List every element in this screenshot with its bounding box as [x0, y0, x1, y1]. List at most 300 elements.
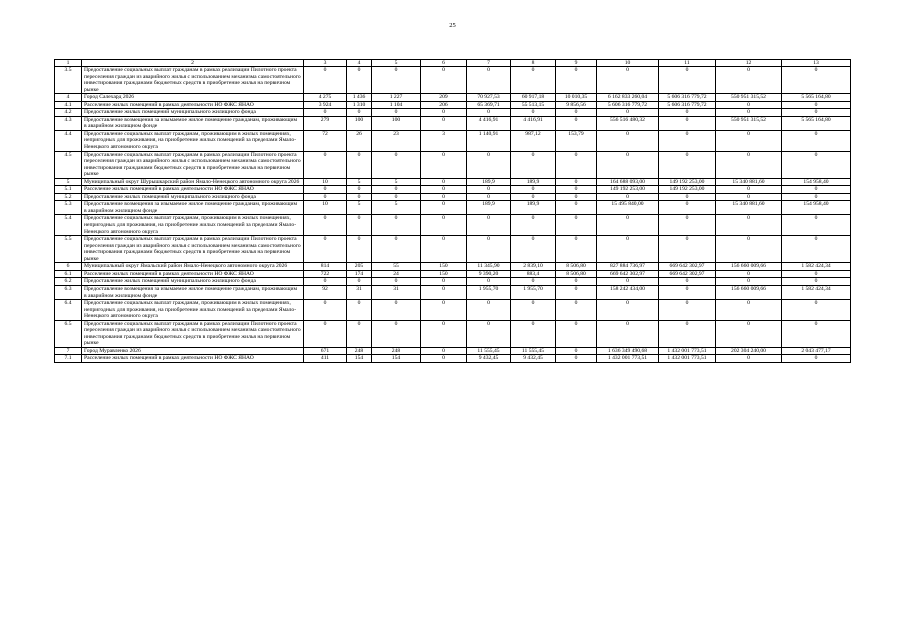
- value-cell: 189,9: [467, 178, 511, 186]
- value-cell: 0: [782, 193, 851, 201]
- row-number-cell: 5.1: [55, 186, 82, 194]
- value-cell: 0: [556, 116, 597, 130]
- value-cell: 0: [597, 67, 659, 94]
- value-cell: 883,4: [511, 270, 556, 278]
- table-row: [55, 178, 851, 186]
- value-cell: 0: [597, 109, 659, 117]
- column-number-6: 6: [421, 60, 467, 67]
- value-cell: 0: [659, 285, 716, 299]
- row-number-cell: 3.5: [55, 67, 82, 94]
- value-cell: 5: [372, 178, 421, 186]
- row-name-cell: Предоставление жилых помещений муниципального жилищного фонда: [82, 278, 304, 286]
- row-number-cell: 7.1: [55, 355, 82, 363]
- column-number-3: 3: [304, 60, 347, 67]
- value-cell: 0: [421, 285, 467, 299]
- value-cell: 0: [782, 67, 851, 94]
- value-cell: 0: [421, 320, 467, 347]
- value-cell: 153,79: [556, 130, 597, 151]
- row-name-cell: Город Муравленко 2026: [82, 347, 304, 355]
- column-number-13: 13: [782, 60, 851, 67]
- value-cell: 100: [347, 116, 372, 130]
- table-row: [55, 215, 851, 236]
- row-number-cell: 6.1: [55, 270, 82, 278]
- value-cell: 0: [304, 151, 347, 178]
- row-name-cell: Расселение жилых помещений в рамках деятельности НО ФЖС ЯНАО: [82, 355, 304, 363]
- value-cell: 0: [782, 278, 851, 286]
- value-cell: 31: [372, 285, 421, 299]
- value-cell: 411: [304, 355, 347, 363]
- value-cell: 0: [372, 151, 421, 178]
- value-cell: 154: [347, 355, 372, 363]
- value-cell: 0: [304, 186, 347, 194]
- value-cell: 0: [716, 215, 782, 236]
- value-cell: 0: [716, 278, 782, 286]
- value-cell: 0: [556, 215, 597, 236]
- value-cell: 0: [304, 193, 347, 201]
- value-cell: 0: [597, 278, 659, 286]
- value-cell: 0: [556, 236, 597, 263]
- row-name-cell: Предоставление социальных выплат гражданам, проживающим в жилых помещениях, непригодных для проживания, на приобретение жилых помещений за пределами Ямало-Ненецкого автономного округа: [82, 130, 304, 151]
- value-cell: 0: [511, 278, 556, 286]
- value-cell: 0: [556, 178, 597, 186]
- value-cell: 164 688 093,00: [597, 178, 659, 186]
- value-cell: 0: [511, 193, 556, 201]
- value-cell: 209: [421, 94, 467, 102]
- value-cell: 0: [716, 236, 782, 263]
- column-number-11: 11: [659, 60, 716, 67]
- value-cell: 0: [347, 193, 372, 201]
- table-row: [55, 109, 851, 117]
- row-number-cell: 4.5: [55, 151, 82, 178]
- value-cell: 1 104: [372, 101, 421, 109]
- value-cell: 0: [597, 320, 659, 347]
- row-number-cell: 6: [55, 263, 82, 271]
- row-name-cell: Расселение жилых помещений в рамках деятельности НО ФЖС ЯНАО: [82, 186, 304, 194]
- value-cell: 0: [556, 300, 597, 321]
- value-cell: 550 951 315,52: [716, 94, 782, 102]
- value-cell: 8 506,80: [556, 270, 597, 278]
- value-cell: 60 917,18: [511, 94, 556, 102]
- value-cell: 0: [556, 109, 597, 117]
- value-cell: 0: [347, 278, 372, 286]
- resettlement-table: [54, 59, 851, 363]
- value-cell: 100: [372, 116, 421, 130]
- value-cell: 0: [597, 130, 659, 151]
- value-cell: 0: [556, 186, 597, 194]
- value-cell: 0: [716, 355, 782, 363]
- value-cell: 0: [597, 236, 659, 263]
- value-cell: 0: [659, 130, 716, 151]
- row-name-cell: Предоставление социальных выплат гражданам, проживающим в жилых помещениях, непригодных для проживания, на приобретение жилых помещений за пределами Ямало-Ненецкого автономного округа: [82, 300, 304, 321]
- value-cell: 55 513,15: [511, 101, 556, 109]
- value-cell: 24: [372, 270, 421, 278]
- value-cell: 5 565 164,80: [782, 94, 851, 102]
- row-name-cell: Предоставление возмещения за изымаемое жилое помещение гражданам, проживающим в аварийном жилищном фонде: [82, 285, 304, 299]
- value-cell: 0: [659, 215, 716, 236]
- value-cell: 0: [421, 178, 467, 186]
- column-number-4: 4: [347, 60, 372, 67]
- value-cell: 0: [659, 201, 716, 215]
- value-cell: 0: [421, 67, 467, 94]
- value-cell: 0: [347, 300, 372, 321]
- value-cell: 5: [372, 201, 421, 215]
- value-cell: 0: [716, 300, 782, 321]
- value-cell: 65 369,71: [467, 101, 511, 109]
- value-cell: 1 582 424,34: [782, 285, 851, 299]
- value-cell: 0: [597, 151, 659, 178]
- value-cell: 3: [421, 130, 467, 151]
- table-body: [55, 67, 851, 363]
- value-cell: 279: [304, 116, 347, 130]
- value-cell: 0: [467, 215, 511, 236]
- table-row: [55, 347, 851, 355]
- value-cell: 0: [511, 320, 556, 347]
- value-cell: 0: [782, 151, 851, 178]
- value-cell: 205: [347, 263, 372, 271]
- table-row: [55, 201, 851, 215]
- value-cell: 0: [597, 193, 659, 201]
- row-name-cell: Предоставление жилых помещений муниципального жилищного фонда: [82, 109, 304, 117]
- value-cell: 11 345,90: [467, 263, 511, 271]
- value-cell: 149 192 253,00: [659, 186, 716, 194]
- value-cell: 0: [347, 109, 372, 117]
- row-number-cell: 6.5: [55, 320, 82, 347]
- value-cell: 9 856,56: [556, 101, 597, 109]
- value-cell: 10 010,35: [556, 94, 597, 102]
- column-number-2: 2: [82, 60, 304, 67]
- value-cell: 0: [659, 109, 716, 117]
- value-cell: 0: [716, 67, 782, 94]
- value-cell: 722: [304, 270, 347, 278]
- row-number-cell: 6.2: [55, 278, 82, 286]
- table-row: [55, 67, 851, 94]
- table-row: [55, 270, 851, 278]
- value-cell: 0: [304, 278, 347, 286]
- value-cell: 23: [372, 130, 421, 151]
- value-cell: 248: [372, 347, 421, 355]
- value-cell: 202 304 240,00: [716, 347, 782, 355]
- value-cell: 0: [467, 151, 511, 178]
- value-cell: 1 140,91: [467, 130, 511, 151]
- row-name-cell: Расселение жилых помещений в рамках деятельности НО ФЖС ЯНАО: [82, 270, 304, 278]
- value-cell: 1 582 424,34: [782, 263, 851, 271]
- value-cell: 0: [467, 236, 511, 263]
- value-cell: 669 642 302,97: [659, 263, 716, 271]
- value-cell: 0: [556, 347, 597, 355]
- table-row: [55, 193, 851, 201]
- table-row: [55, 101, 851, 109]
- value-cell: 3 924: [304, 101, 347, 109]
- value-cell: 1 432 001 773,51: [659, 347, 716, 355]
- value-cell: 0: [556, 320, 597, 347]
- value-cell: 0: [421, 116, 467, 130]
- value-cell: 1 227: [372, 94, 421, 102]
- value-cell: 0: [782, 300, 851, 321]
- value-cell: 0: [511, 236, 556, 263]
- value-cell: 0: [304, 300, 347, 321]
- value-cell: 0: [421, 347, 467, 355]
- page-number: 25: [449, 22, 456, 29]
- value-cell: 1 310: [347, 101, 372, 109]
- value-cell: 0: [421, 300, 467, 321]
- value-cell: 11 555,45: [511, 347, 556, 355]
- value-cell: 206: [421, 101, 467, 109]
- value-cell: 0: [347, 186, 372, 194]
- value-cell: 0: [511, 215, 556, 236]
- value-cell: 4 416,91: [467, 116, 511, 130]
- value-cell: 0: [782, 355, 851, 363]
- value-cell: 1 432 001 773,51: [659, 355, 716, 363]
- value-cell: 0: [659, 151, 716, 178]
- value-cell: 150: [421, 263, 467, 271]
- value-cell: 0: [304, 109, 347, 117]
- value-cell: 0: [556, 285, 597, 299]
- value-cell: 0: [421, 109, 467, 117]
- table-row: [55, 151, 851, 178]
- row-name-cell: Предоставление возмещения за изымаемое жилое помещение гражданам, проживающим в аварийном жилищном фонде: [82, 201, 304, 215]
- value-cell: 55: [372, 263, 421, 271]
- value-cell: 1 436: [347, 94, 372, 102]
- value-cell: 0: [782, 236, 851, 263]
- value-cell: 5: [347, 201, 372, 215]
- value-cell: 0: [659, 236, 716, 263]
- value-cell: 1 636 349 490,68: [597, 347, 659, 355]
- value-cell: 0: [372, 67, 421, 94]
- value-cell: 10: [304, 201, 347, 215]
- row-name-cell: Предоставление социальных выплат гражданам в рамках реализации Пилотного проекта переселения граждан из аварийного жилья с использованием механизма самостоятельного инвестирования гражданами бюджетных средств в приобретение жилья на первичном рынке: [82, 320, 304, 347]
- value-cell: 156 660 009,66: [716, 285, 782, 299]
- value-cell: 671: [304, 347, 347, 355]
- value-cell: 0: [467, 278, 511, 286]
- row-number-cell: 4: [55, 94, 82, 102]
- row-number-cell: 5.3: [55, 201, 82, 215]
- column-number-10: 10: [597, 60, 659, 67]
- value-cell: 0: [304, 236, 347, 263]
- value-cell: 0: [716, 193, 782, 201]
- value-cell: 2 839,10: [511, 263, 556, 271]
- value-cell: 0: [511, 109, 556, 117]
- row-number-cell: 4.1: [55, 101, 82, 109]
- table-row: [55, 300, 851, 321]
- value-cell: 5 606 316 779,72: [597, 101, 659, 109]
- row-number-cell: 6.4: [55, 300, 82, 321]
- value-cell: 0: [372, 109, 421, 117]
- value-cell: 1 955,70: [511, 285, 556, 299]
- value-cell: 0: [716, 109, 782, 117]
- row-number-cell: 5: [55, 178, 82, 186]
- row-number-cell: 5.2: [55, 193, 82, 201]
- value-cell: 0: [421, 151, 467, 178]
- value-cell: 149 192 253,00: [659, 178, 716, 186]
- value-cell: 0: [556, 355, 597, 363]
- value-cell: 9 432,45: [511, 355, 556, 363]
- value-cell: 2 043 477,17: [782, 347, 851, 355]
- row-name-cell: Предоставление социальных выплат гражданам в рамках реализации Пилотного проекта переселения граждан из аварийного жилья с использованием механизма самостоятельного инвестирования гражданами бюджетных средств в приобретение жилья на первичном рынке: [82, 236, 304, 263]
- value-cell: 814: [304, 263, 347, 271]
- value-cell: 0: [716, 186, 782, 194]
- value-cell: 0: [782, 215, 851, 236]
- value-cell: 0: [304, 320, 347, 347]
- value-cell: 0: [467, 193, 511, 201]
- column-number-row: [55, 60, 851, 67]
- value-cell: 0: [716, 151, 782, 178]
- value-cell: 189,9: [511, 178, 556, 186]
- value-cell: 189,9: [511, 201, 556, 215]
- value-cell: 0: [421, 193, 467, 201]
- row-name-cell: Предоставление жилых помещений муниципального жилищного фонда: [82, 193, 304, 201]
- row-name-cell: Предоставление социальных выплат гражданам в рамках реализации Пилотного проекта переселения граждан из аварийного жилья с использованием механизма самостоятельного инвестирования гражданами бюджетных средств в приобретение жилья на первичном рынке: [82, 151, 304, 178]
- row-number-cell: 6.3: [55, 285, 82, 299]
- value-cell: 0: [304, 67, 347, 94]
- table-row: [55, 278, 851, 286]
- value-cell: 0: [511, 300, 556, 321]
- value-cell: 0: [556, 151, 597, 178]
- value-cell: 15 495 840,00: [597, 201, 659, 215]
- value-cell: 5: [347, 178, 372, 186]
- value-cell: 0: [597, 300, 659, 321]
- value-cell: 0: [372, 320, 421, 347]
- table-row: [55, 186, 851, 194]
- column-number-12: 12: [716, 60, 782, 67]
- value-cell: 0: [659, 67, 716, 94]
- value-cell: 0: [421, 355, 467, 363]
- value-cell: 0: [467, 300, 511, 321]
- value-cell: 0: [467, 67, 511, 94]
- value-cell: 0: [372, 186, 421, 194]
- value-cell: 0: [659, 116, 716, 130]
- value-cell: 8 506,80: [556, 263, 597, 271]
- value-cell: 154 958,40: [782, 178, 851, 186]
- value-cell: 150: [421, 270, 467, 278]
- value-cell: 154: [372, 355, 421, 363]
- table-row: [55, 320, 851, 347]
- row-name-cell: Город Салехард 2026: [82, 94, 304, 102]
- row-name-cell: Муниципальный округ Ямальский район Ямало-Ненецкого автономного округа 2026: [82, 263, 304, 271]
- row-number-cell: 5.5: [55, 236, 82, 263]
- row-name-cell: Предоставление социальных выплат гражданам, проживающим в жилых помещениях, непригодных для проживания, на приобретение жилых помещений за пределами Ямало-Ненецкого автономного округа: [82, 215, 304, 236]
- value-cell: 0: [467, 320, 511, 347]
- table-row: [55, 94, 851, 102]
- value-cell: 15 340 881,60: [716, 201, 782, 215]
- table-row: [55, 263, 851, 271]
- value-cell: 0: [556, 67, 597, 94]
- row-number-cell: 4.4: [55, 130, 82, 151]
- value-cell: 0: [511, 186, 556, 194]
- value-cell: 11 555,45: [467, 347, 511, 355]
- value-cell: 0: [556, 193, 597, 201]
- value-cell: 0: [716, 320, 782, 347]
- value-cell: 0: [597, 215, 659, 236]
- value-cell: 0: [421, 201, 467, 215]
- row-number-cell: 4.2: [55, 109, 82, 117]
- value-cell: 0: [716, 101, 782, 109]
- table-row: [55, 236, 851, 263]
- value-cell: 0: [467, 186, 511, 194]
- value-cell: 0: [347, 67, 372, 94]
- value-cell: 174: [347, 270, 372, 278]
- value-cell: 189,9: [467, 201, 511, 215]
- value-cell: 31: [347, 285, 372, 299]
- value-cell: 9 432,45: [467, 355, 511, 363]
- value-cell: 1 432 001 773,51: [597, 355, 659, 363]
- value-cell: 0: [659, 300, 716, 321]
- value-cell: 0: [511, 67, 556, 94]
- value-cell: 26: [347, 130, 372, 151]
- value-cell: 0: [304, 215, 347, 236]
- value-cell: 0: [659, 278, 716, 286]
- value-cell: 0: [347, 151, 372, 178]
- value-cell: 0: [421, 186, 467, 194]
- value-cell: 149 192 253,00: [597, 186, 659, 194]
- value-cell: 15 340 881,60: [716, 178, 782, 186]
- value-cell: 669 642 302,97: [659, 270, 716, 278]
- value-cell: 669 642 302,97: [597, 270, 659, 278]
- value-cell: 0: [347, 236, 372, 263]
- value-cell: 0: [467, 109, 511, 117]
- value-cell: 0: [372, 193, 421, 201]
- value-cell: 0: [372, 300, 421, 321]
- value-cell: 0: [347, 215, 372, 236]
- value-cell: 827 884 736,97: [597, 263, 659, 271]
- value-cell: 0: [372, 278, 421, 286]
- value-cell: 556 516 480,32: [597, 116, 659, 130]
- row-name-cell: Предоставление социальных выплат гражданам в рамках реализации Пилотного проекта переселения граждан из аварийного жилья с использованием механизма самостоятельного инвестирования гражданами бюджетных средств в приобретение жилья на первичном рынке: [82, 67, 304, 94]
- table-row: [55, 285, 851, 299]
- value-cell: 0: [556, 278, 597, 286]
- table-row: [55, 355, 851, 363]
- value-cell: 0: [556, 201, 597, 215]
- value-cell: 0: [782, 270, 851, 278]
- value-cell: 158 242 434,00: [597, 285, 659, 299]
- value-cell: 0: [421, 215, 467, 236]
- row-name-cell: Муниципальный округ Шурышкарский район Ямало-Ненецкого автономного округа 2026: [82, 178, 304, 186]
- value-cell: 70 927,53: [467, 94, 511, 102]
- value-cell: 0: [782, 109, 851, 117]
- value-cell: 0: [511, 151, 556, 178]
- row-name-cell: Предоставление возмещения за изымаемое жилое помещение гражданам, проживающим в аварийном жилищном фонде: [82, 116, 304, 130]
- value-cell: 0: [421, 278, 467, 286]
- value-cell: 0: [347, 320, 372, 347]
- value-cell: 0: [782, 130, 851, 151]
- value-cell: 5 565 164,80: [782, 116, 851, 130]
- value-cell: 0: [372, 236, 421, 263]
- value-cell: 550 951 315,52: [716, 116, 782, 130]
- value-cell: 154 958,40: [782, 201, 851, 215]
- value-cell: 10: [304, 178, 347, 186]
- value-cell: 4 416,91: [511, 116, 556, 130]
- value-cell: 987,12: [511, 130, 556, 151]
- column-number-5: 5: [372, 60, 421, 67]
- value-cell: 0: [716, 270, 782, 278]
- value-cell: 9 390,20: [467, 270, 511, 278]
- value-cell: 0: [659, 193, 716, 201]
- value-cell: 5 606 316 779,72: [659, 94, 716, 102]
- value-cell: 0: [716, 130, 782, 151]
- value-cell: 0: [659, 320, 716, 347]
- value-cell: 0: [421, 236, 467, 263]
- table-header: [55, 60, 851, 67]
- value-cell: 0: [782, 186, 851, 194]
- value-cell: 72: [304, 130, 347, 151]
- value-cell: 156 660 009,66: [716, 263, 782, 271]
- value-cell: 1 955,70: [467, 285, 511, 299]
- value-cell: 0: [782, 320, 851, 347]
- column-number-7: 7: [467, 60, 511, 67]
- value-cell: 248: [347, 347, 372, 355]
- row-number-cell: 4.3: [55, 116, 82, 130]
- row-number-cell: 7: [55, 347, 82, 355]
- row-number-cell: 5.4: [55, 215, 82, 236]
